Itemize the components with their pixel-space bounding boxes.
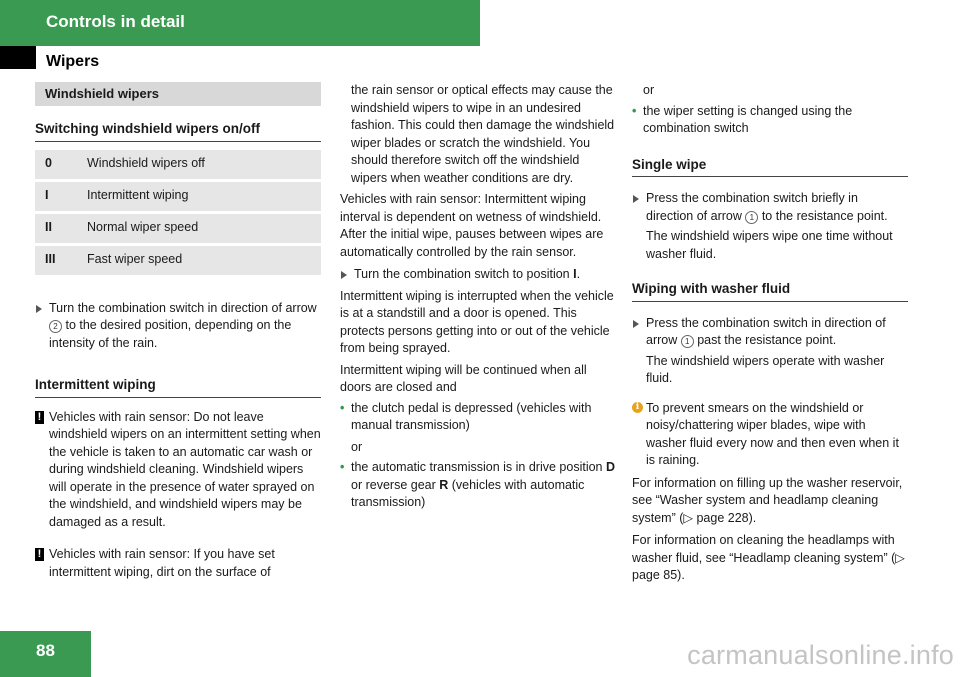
warning-icon: ! <box>35 548 44 561</box>
info-note: i To prevent smears on the windshield or noisy/chattering wiper blades, wipe with washer fluid every now and then even when it is raining. <box>632 400 908 470</box>
watermark: carmanualsonline.info <box>687 640 954 670</box>
or-text: or <box>351 439 363 454</box>
column-1 <box>35 82 321 581</box>
or-text: or <box>643 83 655 97</box>
washer-heading: Wiping with washer fluid <box>632 280 908 302</box>
arrow-number-icon: 1 <box>745 211 758 224</box>
arrow-number-icon: 2 <box>49 320 62 333</box>
step-result: The windshield wipers operate with washer fluid. <box>646 353 885 385</box>
warning-note: ! Vehicles with rain sensor: Do not leave windshield wipers on an intermittent setting when the vehicle is taken to an automatic car wash or during windshield cleaning. Windshield wipers will operate in the presence of water sprayed on the windshield, and windshield wipers may be damaged as a result. <box>35 409 321 532</box>
table-row: II Normal wiper speed <box>35 214 321 246</box>
table-row: 0 Windshield wipers off <box>35 150 321 182</box>
page-number: 88 <box>0 631 91 677</box>
chapter-title: Controls in detail <box>46 12 185 31</box>
arrow-number-icon: 1 <box>681 335 694 348</box>
table-row: III Fast wiper speed <box>35 246 321 278</box>
paragraph: Vehicles with rain sensor: Intermittent wiping interval is dependent on wetness of windshield. After the initial wipe, pauses between wipes are automatically controlled by the rain sensor. <box>340 192 604 259</box>
instruction-step: Turn the combination switch in direction of arrow 2 to the desired position, depending on the intensity of the rain. <box>35 300 321 353</box>
intermittent-heading: Intermittent wiping <box>35 376 321 398</box>
instruction-step: Press the combination switch briefly in direction of arrow 1 to the resistance point. <box>632 190 908 225</box>
table-row: I Intermittent wiping <box>35 182 321 214</box>
header-bar <box>0 0 480 46</box>
instruction-step: Turn the combination switch to position I. <box>340 266 616 284</box>
single-wipe-heading: Single wipe <box>632 156 908 178</box>
switch-heading: Switching windshield wipers on/off <box>35 120 321 142</box>
list-item: • the wiper setting is changed using the combination switch <box>632 103 908 138</box>
list-item: • the clutch pedal is depressed (vehicles with manual transmission) <box>340 400 616 435</box>
paragraph: For information on filling up the washer reservoir, see “Washer system and headlamp cleaning system” (▷ page 228). <box>632 475 903 525</box>
warning-continued: the rain sensor or optical effects may cause the windshield wipers to wipe in an undesired fashion. This could then damage the windshield wiper blades or scratch the windshield. You should therefore switch off the windshield wipers when weather conditions are dry. <box>351 83 615 185</box>
column-2 <box>340 82 616 512</box>
warning-note: ! Vehicles with rain sensor: If you have set intermittent wiping, dirt on the surface of <box>35 546 321 581</box>
paragraph: Intermittent wiping will be continued when all doors are closed and <box>340 362 587 394</box>
list-item: • the automatic transmission is in drive position D or reverse gear R (vehicles with automatic transmission) <box>340 459 616 512</box>
wiper-positions-table <box>35 150 321 278</box>
step-result: The windshield wipers wipe one time without washer fluid. <box>646 229 893 261</box>
warning-icon: ! <box>35 411 44 424</box>
info-icon: i <box>632 402 643 413</box>
column-3 <box>632 82 908 585</box>
box-title: Windshield wipers <box>35 82 321 106</box>
paragraph: Intermittent wiping is interrupted when the vehicle is at a standstill and a door is opened. This protects persons getting into or out of the vehicle from being sprayed. <box>340 288 614 355</box>
header-marker <box>0 46 36 69</box>
paragraph: For information on cleaning the headlamps with washer fluid, see “Headlamp cleaning system” (▷ page 85). <box>632 533 905 582</box>
section-title: Wipers <box>46 53 100 70</box>
instruction-step: Press the combination switch in direction of arrow 1 past the resistance point. <box>632 315 908 350</box>
